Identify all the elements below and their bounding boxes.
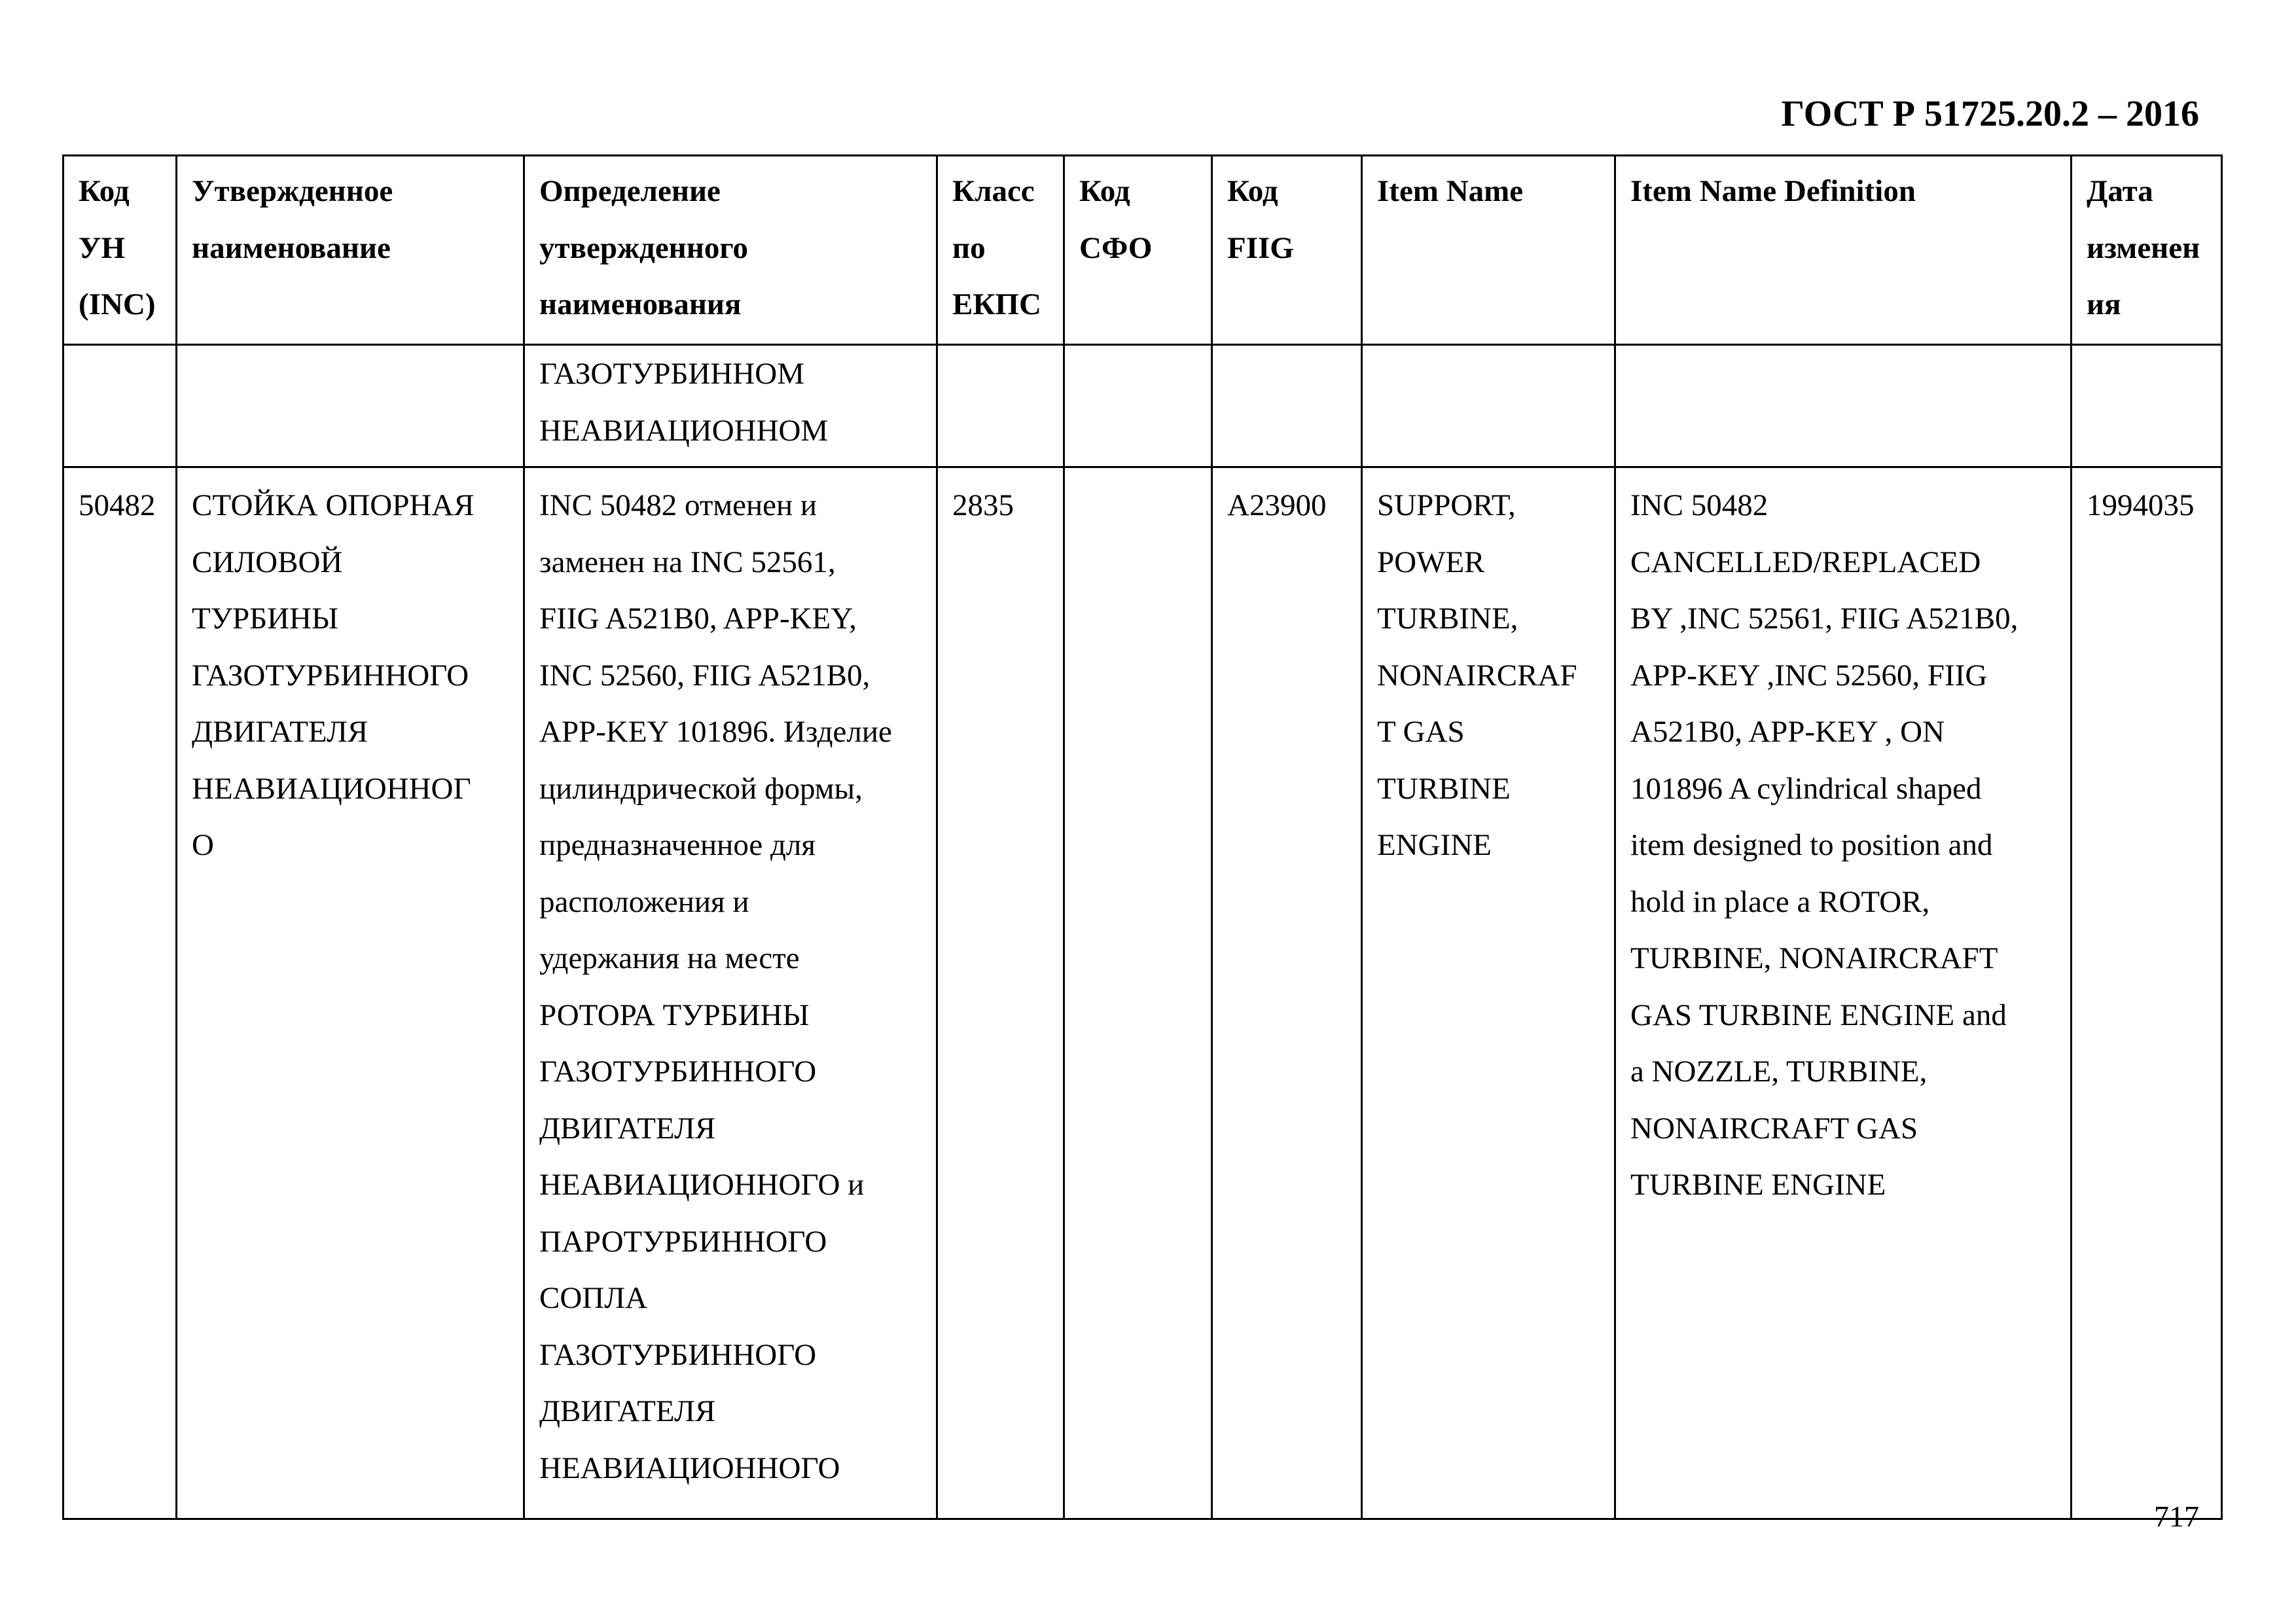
cell-name-definition: ГАЗОТУРБИННОМ НЕАВИАЦИОННОМ — [524, 345, 937, 467]
header-ekps-class: Класс по ЕКПС — [937, 156, 1064, 345]
cell-item-name: SUPPORT, POWER TURBINE, NONAIRCRAF T GAS TURBINE ENGINE — [1362, 467, 1615, 1519]
cell-fiig-code: A23900 — [1212, 467, 1362, 1519]
header-item-name: Item Name — [1362, 156, 1615, 345]
cell-change-date — [2072, 345, 2222, 467]
header-name-definition: Определение утвержденного наименования — [524, 156, 937, 345]
cell-sfo-code — [1064, 345, 1212, 467]
cell-sfo-code — [1064, 467, 1212, 1519]
header-sfo-code: Код СФО — [1064, 156, 1212, 345]
header-change-date: Дата изменен ия — [2072, 156, 2222, 345]
table-header-row — [63, 156, 2222, 345]
header-approved-name: Утвержденное наименование — [177, 156, 524, 345]
cell-approved-name — [177, 345, 524, 467]
cell-inc-code: 50482 — [63, 467, 177, 1519]
header-fiig-code: Код FIIG — [1212, 156, 1362, 345]
cell-inc-code — [63, 345, 177, 467]
cell-change-date: 1994035 — [2072, 467, 2222, 1519]
header-inc-code: Код УН (INC) — [63, 156, 177, 345]
header-item-name-definition: Item Name Definition — [1615, 156, 2072, 345]
cell-approved-name: СТОЙКА ОПОРНАЯ СИЛОВОЙ ТУРБИНЫ ГАЗОТУРБИННОГО ДВИГАТЕЛЯ НЕАВИАЦИОННОГ О — [177, 467, 524, 1519]
cell-item-name-definition — [1615, 345, 2072, 467]
cell-item-name-definition: INC 50482 CANCELLED/REPLACED BY ,INC 52561, FIIG A521B0, APP-KEY ,INC 52560, FIIG A521B0, APP-KEY , ON 101896 A cylindrical shaped item designed to position and hold in place a ROTOR, TURBINE, NONAIRCRAFT GAS TURBINE ENGINE and a NOZZLE, TURBINE, NONAIRCRAFT GAS TURBINE ENGINE — [1615, 467, 2072, 1519]
cell-fiig-code — [1212, 345, 1362, 467]
cell-name-definition: INC 50482 отменен и заменен на INC 52561, FIIG A521B0, APP-KEY, INC 52560, FIIG A521B0, APP-KEY 101896. Изделие цилиндрической формы, предназначенное для расположения и удержания на месте РОТОРА ТУРБИНЫ ГАЗОТУРБИННОГО ДВИГАТЕЛЯ НЕАВИАЦИОННОГО и ПАРОТУРБИННОГО СОПЛА ГАЗОТУРБИННОГО ДВИГАТЕЛЯ НЕАВИАЦИОННОГО — [524, 467, 937, 1519]
page-number: 717 — [2154, 1500, 2199, 1533]
classifier-table — [62, 154, 2223, 1520]
cell-ekps-class — [937, 345, 1064, 467]
table-row-50482 — [63, 467, 2222, 1519]
table-row-continuation — [63, 345, 2222, 467]
cell-item-name — [1362, 345, 1615, 467]
document-title: ГОСТ Р 51725.20.2 – 2016 — [1781, 94, 2199, 134]
cell-ekps-class: 2835 — [937, 467, 1064, 1519]
